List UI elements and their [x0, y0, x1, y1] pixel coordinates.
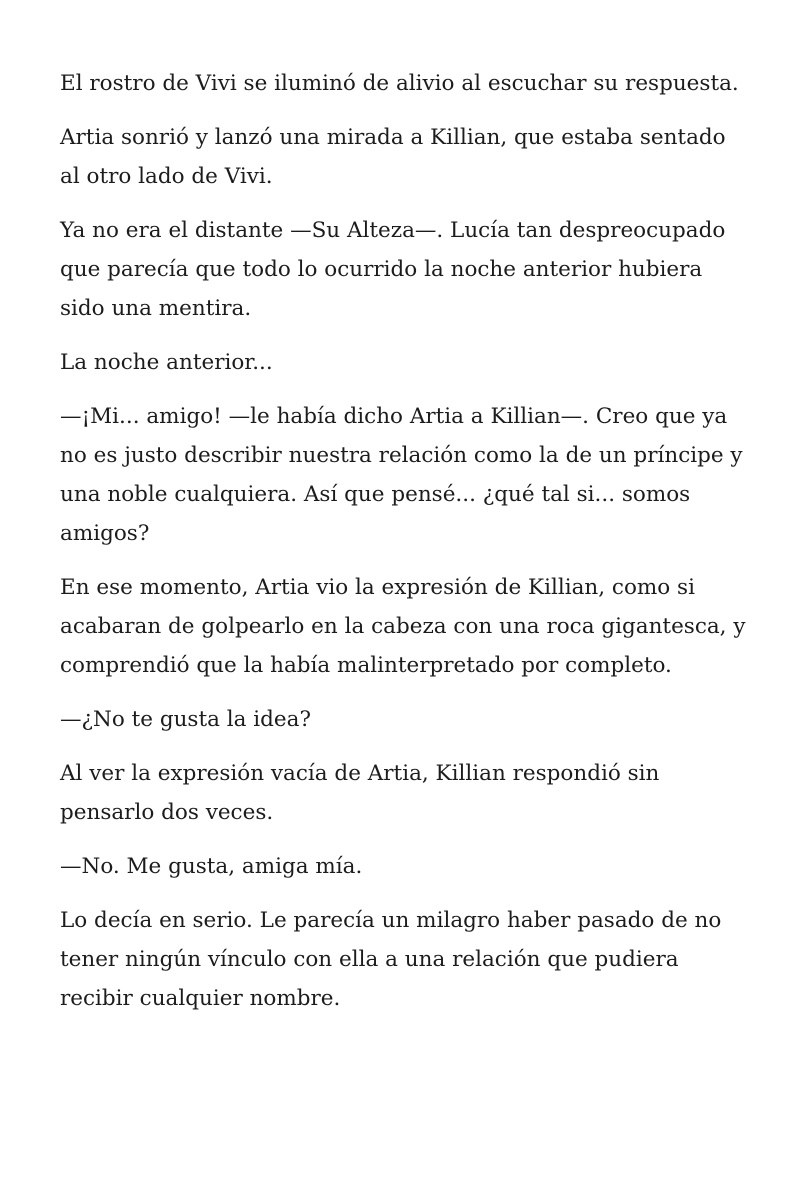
paragraph-9: —No. Me gusta, amiga mía.: [60, 854, 363, 879]
paragraph-2: Artia sonrió y lanzó una mirada a Killian, que estaba sentado al otro lado de Vivi.: [60, 125, 726, 189]
paragraph-3: Ya no era el distante —Su Alteza—. Lucía tan despreocupado que parecía que todo lo ocurrido la noche anterior hubiera sido una mentira.: [60, 218, 726, 321]
paragraph-1: El rostro de Vivi se iluminó de alivio al escuchar su respuesta.: [60, 71, 739, 96]
paragraph-7: —¿No te gusta la idea?: [60, 707, 311, 732]
paragraph-5: —¡Mi... amigo! —le había dicho Artia a Killian—. Creo que ya no es justo describir nuestra relación como la de un príncipe y una noble cualquiera. Así que pensé... ¿qué tal si... somos amigos?: [60, 404, 743, 546]
paragraph-4: La noche anterior...: [60, 350, 273, 375]
paragraph-8: Al ver la expresión vacía de Artia, Killian respondió sin pensarlo dos veces.: [60, 761, 660, 825]
document-page: [60, 64, 750, 1033]
paragraph-6: En ese momento, Artia vio la expresión de Killian, como si acabaran de golpearlo en la cabeza con una roca gigantesca, y comprendió que la había malinterpretado por completo.: [60, 575, 746, 678]
paragraph-10: Lo decía en serio. Le parecía un milagro haber pasado de no tener ningún vínculo con ella a una relación que pudiera recibir cualquier nombre.: [60, 908, 722, 1011]
